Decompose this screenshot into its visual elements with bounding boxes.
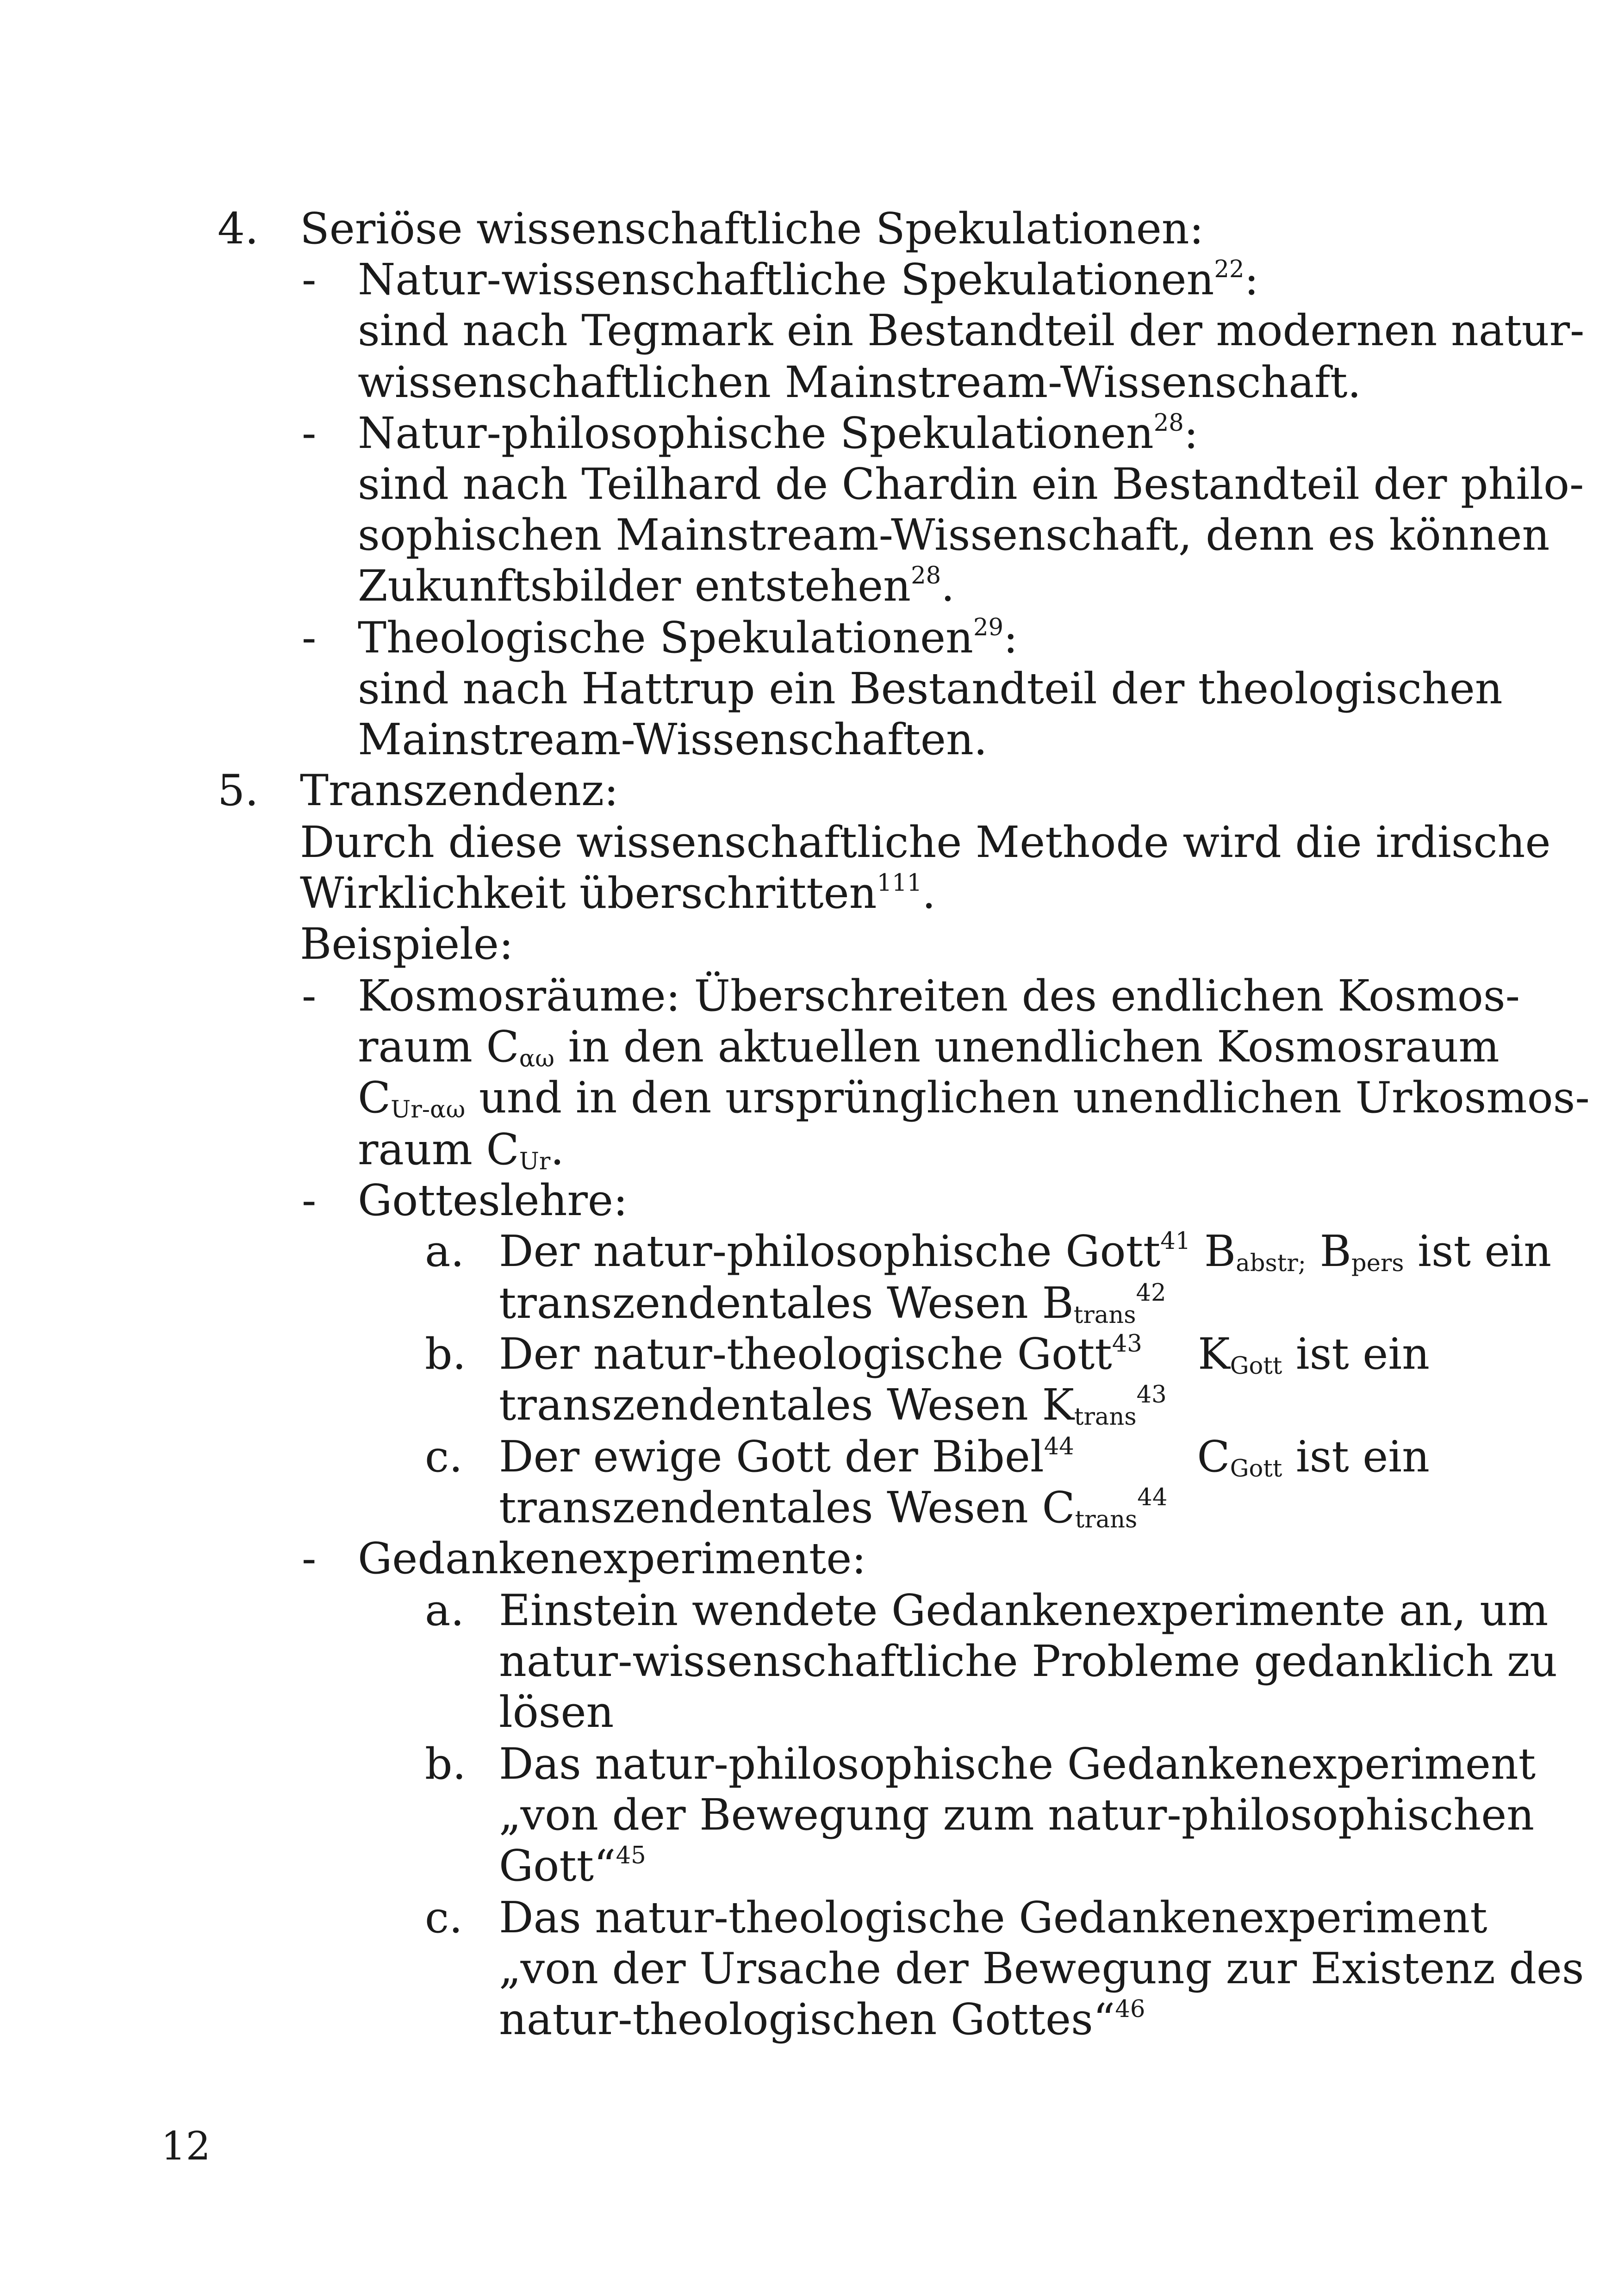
page-number: 12: [161, 2123, 211, 2169]
text-line: sophischen Mainstream-Wissenschaft, denn es können: [358, 510, 1550, 560]
text-line: transzendentales Wesen $K_{trans}^{43}$: [499, 1380, 1167, 1431]
text-line-right: $K_{Gott}$ ist ein: [1198, 1329, 1430, 1380]
text-line: Der ewige Gott der Bibel$^{44}$: [499, 1432, 1074, 1482]
text-line: transzendentales Wesen $B_{trans}^{42}$: [499, 1278, 1166, 1329]
item-title: Transzendenz:: [300, 765, 619, 815]
list-letter: c.: [425, 1893, 463, 1942]
item-number: 4.: [218, 204, 259, 254]
text-line: Der natur-philosophische Gott$^{41}$ $B_{abstr;}$ $B_{pers}$ ist ein: [499, 1226, 1552, 1278]
text-line: sind nach Tegmark ein Bestandteil der modernen natur-: [358, 305, 1585, 355]
subitem-heading: Natur-philosophische Spekulationen$^{28}$:: [358, 408, 1199, 458]
text-line: transzendentales Wesen $C_{trans}^{44}$: [499, 1483, 1168, 1534]
list-letter: b.: [425, 1329, 467, 1379]
text-line: Einstein wendete Gedankenexperimente an, um: [499, 1585, 1549, 1635]
bullet-dash: -: [302, 408, 317, 458]
text-line: Das natur-theologische Gedankenexperiment: [499, 1893, 1487, 1942]
text-line: Beispiele:: [300, 919, 514, 969]
text-line: Der natur-theologische Gott$^{43}$: [499, 1329, 1142, 1379]
text-line: „von der Bewegung zum natur-philosophischen: [499, 1790, 1535, 1840]
text-line: natur-theologischen Gottes“$^{46}$: [499, 1994, 1145, 2044]
text-line-right: $C_{Gott}$ ist ein: [1197, 1432, 1430, 1483]
item-title: Seriöse wissenschaftliche Spekulationen:: [300, 204, 1204, 254]
bullet-dash: -: [302, 1533, 317, 1583]
subitem-heading: Theologische Spekulationen$^{29}$:: [358, 613, 1018, 663]
subitem-heading: Natur-wissenschaftliche Spekulationen$^{22}$:: [358, 254, 1259, 304]
list-letter: a.: [425, 1585, 465, 1635]
bullet-dash: -: [302, 1175, 317, 1225]
list-letter: b.: [425, 1739, 467, 1789]
text-line: Kosmosräume: Überschreiten des endlichen Kosmos-: [358, 971, 1520, 1021]
bullet-dash: -: [302, 613, 317, 663]
text-line: raum $C_{Ur}$.: [358, 1124, 564, 1176]
bullet-dash: -: [302, 971, 317, 1021]
list-letter: a.: [425, 1226, 465, 1276]
bullet-dash: -: [302, 254, 317, 304]
text-line: raum $C_{\alpha\omega}$ in den aktuellen unendlichen Kosmosraum: [358, 1022, 1500, 1073]
text-line: $C_{Ur-\alpha\omega}$ und in den ursprünglichen unendlichen Urkosmos-: [358, 1073, 1590, 1124]
text-line: sind nach Hattrup ein Bestandteil der theologischen: [358, 664, 1503, 714]
text-line: Gott“$^{45}$: [499, 1841, 646, 1891]
text-line: lösen: [499, 1687, 614, 1737]
text-line: sind nach Teilhard de Chardin ein Bestandteil der philo-: [358, 459, 1584, 509]
text-line: Zukunftsbilder entstehen$^{28}$.: [358, 561, 955, 611]
text-line: Das natur-philosophische Gedankenexperiment: [499, 1739, 1536, 1789]
text-line: natur-wissenschaftliche Probleme gedanklich zu: [499, 1636, 1558, 1686]
text-line: „von der Ursache der Bewegung zur Existenz des: [499, 1943, 1584, 1993]
item-number: 5.: [218, 765, 259, 815]
text-line: Durch diese wissenschaftliche Methode wird die irdische: [300, 817, 1551, 867]
list-letter: c.: [425, 1432, 463, 1482]
text-line: Wirklichkeit überschritten$^{111}$.: [300, 868, 936, 918]
text-line: wissenschaftlichen Mainstream-Wissenschaft.: [358, 357, 1362, 407]
subitem-heading: Gedankenexperimente:: [358, 1533, 866, 1583]
text-line: Mainstream-Wissenschaften.: [358, 714, 988, 764]
subitem-heading: Gotteslehre:: [358, 1175, 628, 1225]
